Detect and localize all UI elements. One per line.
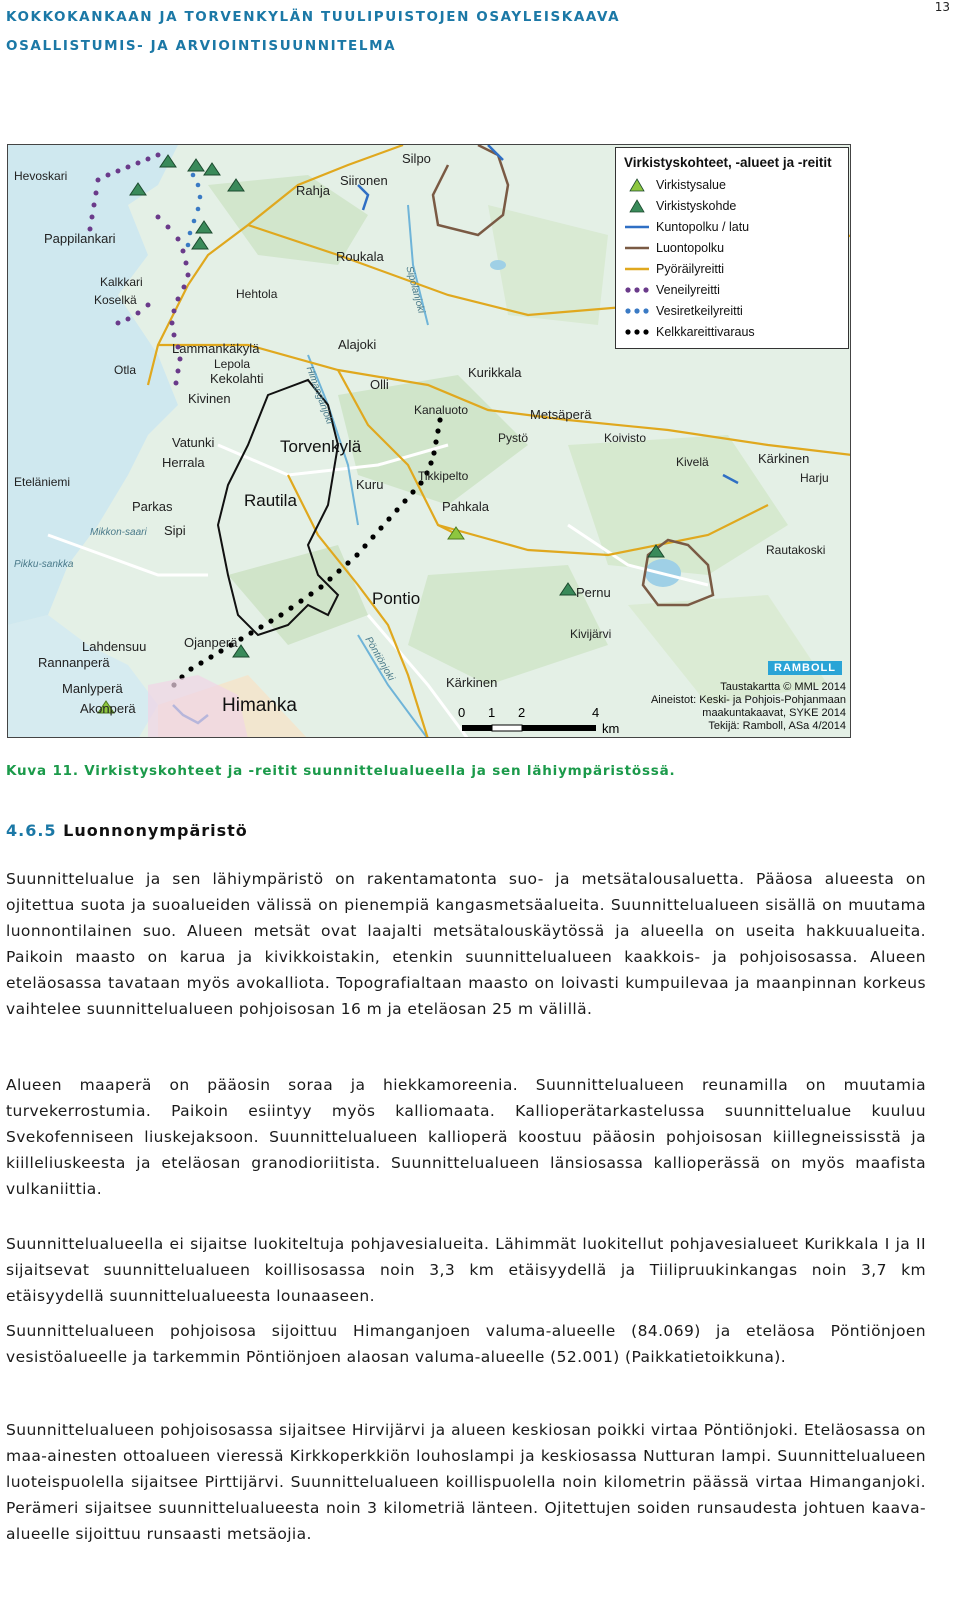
legend-item — [624, 279, 840, 300]
legend-label: Luontopolku — [656, 240, 725, 255]
credit-line: maakuntakaavat, SYKE 2014 — [702, 707, 846, 719]
legend-label: Virkistysalue — [656, 177, 726, 192]
place-label: Kurikkala — [468, 365, 522, 380]
place-label: Alajoki — [338, 337, 377, 352]
place-label: Pontio — [372, 589, 421, 608]
body-paragraph: Alueen maaperä on pääosin soraa ja hiekkamoreenia. Suunnittelualueen reunamilla on muutamia turvekerrostumia. Paikoin esiintyy myös kalliomaata. Kallioperätarkastelussa suunnittelualue kuuluu Svekofenniseen liuskejaksoon. Suunnittelualueen kallioperä koostuu pääosin pohjoisosan kiillegneississtä ja kiilleliuskeesta ja eteläosan granodioriitista. Suunnittelualueen länsiosassa kallioperässä on myös maafista vulkaniittia. — [6, 1076, 926, 1198]
scale-tick-label: 1 — [488, 705, 496, 720]
scale-tick-label: 0 — [458, 705, 466, 720]
river-label: Himanganjoki — [303, 365, 335, 426]
document-header-title: KOKKOKANKAAN JA TORVENKYLÄN TUULIPUISTOJEN OSAYLEISKAAVA — [6, 9, 621, 25]
scale-tick-label: 4 — [592, 705, 600, 720]
recreation-map — [7, 144, 851, 738]
place-label: Kärkinen — [758, 451, 810, 466]
place-label: Hevoskari — [14, 169, 68, 183]
place-label: Pappilankari — [44, 231, 116, 246]
legend-label: Virkistyskohde — [656, 198, 737, 213]
light-green-triangle-icon — [624, 178, 650, 192]
place-label: Kanaluoto — [414, 403, 469, 417]
legend-label: Kuntopolku / latu — [656, 219, 750, 234]
place-label: Hehtola — [236, 287, 278, 301]
place-label: Manlyperä — [62, 681, 123, 696]
legend-item — [624, 237, 840, 258]
legend-title: Virkistyskohteet, -alueet ja -reitit — [624, 155, 832, 170]
section-title: Luonnonympäristö — [63, 821, 248, 840]
place-label: Lammankäkylä — [172, 341, 260, 356]
map-credits — [651, 681, 846, 733]
place-label: Rahja — [296, 183, 330, 198]
black-dots-icon — [624, 325, 650, 339]
legend-item — [624, 321, 840, 342]
place-label: Harju — [800, 471, 829, 485]
place-label: Pahkala — [442, 499, 489, 514]
place-label: Himanka — [222, 695, 297, 716]
dark-green-triangle-icon — [624, 199, 650, 213]
place-label: Silpo — [402, 151, 431, 166]
section-number: 4.6.5 — [6, 821, 57, 840]
place-label: Ojanperä — [184, 635, 238, 650]
place-label: Kivelä — [676, 455, 709, 469]
map-legend — [615, 147, 849, 349]
legend-label: Vesiretkeilyreitti — [656, 303, 743, 318]
brown-line-icon — [624, 241, 650, 255]
place-label: Parkas — [132, 499, 173, 514]
purple-dots-icon — [624, 283, 650, 297]
place-label: Kuru — [356, 477, 384, 492]
legend-item — [624, 300, 840, 321]
place-label: Akonperä — [80, 701, 136, 716]
body-paragraph: Suunnittelualueella ei sijaitse luokiteltuja pohjavesialueita. Lähimmät luokitellut pohjavesialueet Kurikkala I ja II sijaitsevat suunnittelualueen koillisosassa noin 3,3 km etäisyydellä ja Tiilipruukinkangas noin 3,7 km etäisyydellä suunnittelualueesta lounaaseen. — [6, 1235, 926, 1305]
body-paragraph: Suunnittelualueen pohjoisosa sijoittuu Himanganjoen valuma-alueelle (84.069) ja eteläosa Pöntiönjoen vesistöalueelle ja tarkemmin Pöntiönjoen alaosan valuma-alueelle (52.001) (Paikkatietoikkuna). — [6, 1322, 926, 1366]
place-label: Herrala — [162, 455, 205, 470]
place-label: Olli — [370, 377, 389, 392]
page-number: 13 — [934, 0, 950, 14]
section-heading — [6, 821, 248, 840]
river-label: Sipolanjoki — [403, 265, 427, 315]
place-label: Roukala — [336, 249, 384, 264]
legend-item — [624, 216, 840, 237]
blue-line-icon — [624, 220, 650, 234]
figure-caption: Kuva 11. Virkistyskohteet ja -reitit suunnittelualueella ja sen lähiympäristössä. — [6, 763, 676, 779]
place-label: Otla — [114, 363, 137, 377]
credit-line: Tekijä: Ramboll, ASa 4/2014 — [708, 720, 846, 732]
legend-label: Veneilyreitti — [656, 282, 720, 297]
place-label: Kivijärvi — [570, 627, 612, 641]
credit-line: Taustakartta © MML 2014 — [720, 681, 846, 693]
legend-label: Pyöräilyreitti — [656, 261, 725, 276]
place-label: Lepola — [214, 357, 251, 371]
place-label: Tikkipelto — [418, 469, 469, 483]
legend-label: Kelkkareittivaraus — [656, 324, 755, 339]
place-label: Rautakoski — [766, 543, 826, 557]
place-label: Metsäperä — [530, 407, 592, 422]
legend-item — [624, 258, 840, 279]
scale-tick-label: 2 — [518, 705, 526, 720]
place-label: Rannanperä — [38, 655, 110, 670]
scale-unit: km — [602, 721, 620, 736]
place-label: Kivinen — [188, 391, 231, 406]
place-label: Eteläniemi — [14, 475, 71, 489]
river-label: Pöntiönjoki — [362, 635, 397, 683]
blue-dots-icon — [624, 304, 650, 318]
body-paragraph: Suunnittelualue ja sen lähiympäristö on rakentamatonta suo- ja metsätalousaluetta. Pääosa alueesta on ojitettua suota ja suoalueiden välissä on pienempiä kangasmetsäalueita. Suunnittelualueen sisällä on muutama luonnontilainen suo. Alueen metsät ovat laajalti metsätalouskäytössä ja alueella on useita hakkuualueita. Paikoin maasto on karua ja kivikkoistakin, etenkin suunnittelualueen kaakkois- ja pohjoisosassa. Alueen eteläosassa tavataan myös avokalliota. Topografialtaan maasto on loivasti kumpuilevaa ja maanpinnan korkeus vaihtelee suunnittelualueen pohjoisosan 16 m ja eteläosan 25 m välillä. — [6, 870, 926, 1018]
document-header-subtitle: OSALLISTUMIS- JA ARVIOINTISUUNNITELMA — [6, 38, 397, 54]
legend-item — [624, 195, 840, 216]
place-label: Sipi — [164, 523, 186, 538]
place-label: Kalkkari — [100, 275, 143, 289]
place-label: Lahdensuu — [82, 639, 147, 654]
place-label: Vatunki — [172, 435, 215, 450]
place-label: Kärkinen — [446, 675, 498, 690]
ramboll-logo: RAMBOLL — [768, 661, 842, 675]
yellow-line-icon — [624, 262, 650, 276]
place-label: Kekolahti — [210, 371, 264, 386]
body-paragraph: Suunnittelualueen pohjoisosassa sijaitsee Hirvijärvi ja alueen keskiosan poikki virtaa Pöntiönjoki. Eteläosassa on maa-ainesten ottoalueen vieressä Kirkkoperkkiön louhoslampi ja keskiosassa Nutturan lampi. Suunnittelualueen luoteispuolella sijaitsee Pirttijärvi. Suunnittelualueen koillispuolella noin kilometrin päässä virtaa Himanganjoki. Perämeri sijaitsee suunnittelualueesta noin 3 kilometriä länteen. Ojitettujen soiden runsaudesta johtuen kaava-alueelle sijoittuu runsaasti metsäojia. — [6, 1421, 926, 1543]
place-label: Koselkä — [94, 293, 137, 307]
place-label: Pikku-sankka — [14, 559, 74, 570]
place-label: Pernu — [576, 585, 611, 600]
place-label: Pystö — [498, 431, 529, 445]
place-label: Siironen — [340, 173, 388, 188]
place-label: Koivisto — [604, 431, 647, 445]
legend-item — [624, 174, 840, 195]
place-label: Rautila — [244, 491, 297, 510]
credit-line: Aineistot: Keski- ja Pohjois-Pohjanmaan — [650, 694, 846, 706]
place-label: Torvenkylä — [280, 437, 362, 456]
place-label: Mikkon-saari — [90, 527, 147, 538]
